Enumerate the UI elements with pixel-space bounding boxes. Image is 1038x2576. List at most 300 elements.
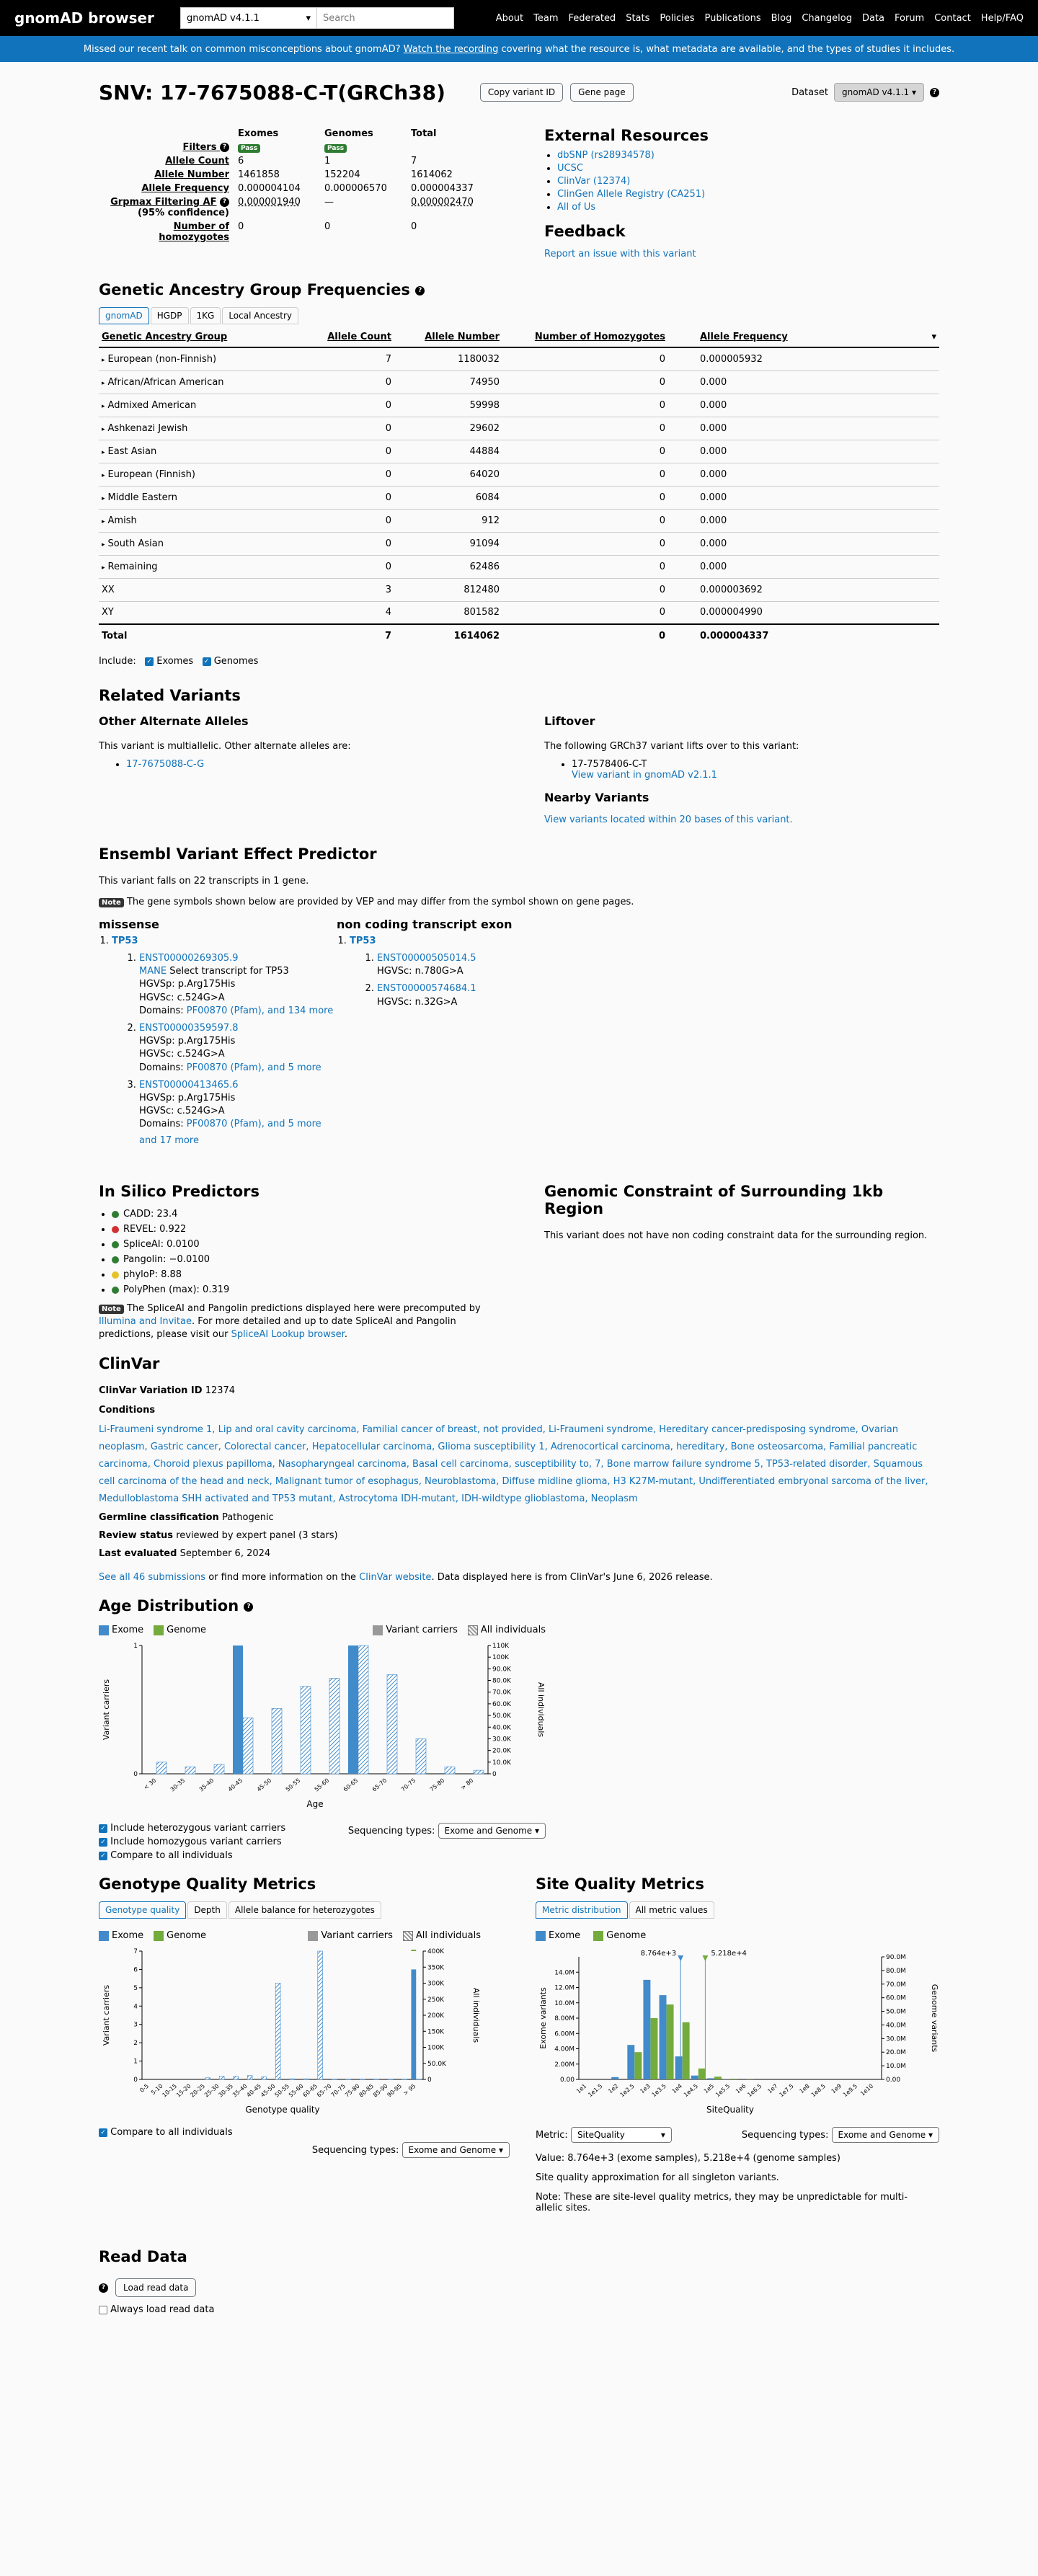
cell[interactable]: 0.000001940 xyxy=(238,197,301,208)
caret-right-icon[interactable]: ▸ xyxy=(102,379,105,387)
bar-all-individuals[interactable] xyxy=(416,1739,426,1775)
y2-tick-label: 150K xyxy=(427,2028,445,2036)
insilico-note-mid: . For more detailed and up to date SpliceAI and Pangolin predictions, please visit our xyxy=(99,1315,456,1340)
hgvsc: HGVSc: n.780G>A xyxy=(377,966,463,977)
cell xyxy=(394,578,502,601)
nav-item-policies[interactable]: Policies xyxy=(660,12,695,24)
y2-tick-label: 30.0K xyxy=(492,1736,511,1744)
legend-all: All individuals xyxy=(480,1625,546,1636)
y2-tick-label: 90.0K xyxy=(492,1666,511,1674)
cell: 0.000004337 xyxy=(411,183,474,194)
filters-label: Filters xyxy=(182,142,217,153)
report-issue-link[interactable]: Report an issue with this variant xyxy=(544,249,696,259)
bar-genome[interactable] xyxy=(667,2004,674,2079)
x-tick-label: 55-60 xyxy=(287,2082,305,2099)
col-exomes: Exomes xyxy=(238,128,279,139)
cell xyxy=(99,532,308,555)
all-individuals-swatch xyxy=(403,1931,413,1941)
cell xyxy=(502,347,683,370)
sq-value: Value: 8.764e+3 (exome samples), 5.218e+4 (genome samples) xyxy=(536,2153,840,2164)
y2-tick-label: 70.0K xyxy=(492,1689,511,1697)
cell xyxy=(99,394,308,417)
related-variants-title: Related Variants xyxy=(99,687,241,704)
cell-value: 0.000 xyxy=(700,399,727,411)
x-tick-label: 35-40 xyxy=(198,1777,216,1793)
cell xyxy=(394,509,502,532)
cell-value: 59998 xyxy=(469,399,500,411)
th-allele-count[interactable]: Allele Count xyxy=(308,327,394,347)
mane-link[interactable]: MANE xyxy=(139,966,167,977)
help-icon[interactable]: ? xyxy=(220,197,229,207)
cell-value: 0 xyxy=(659,468,665,480)
chevron-down-icon: ▾ xyxy=(306,12,311,24)
bar-genome[interactable] xyxy=(714,2077,722,2079)
spliceai-lookup-link[interactable]: SpliceAI Lookup browser xyxy=(231,1328,345,1340)
x-tick-label: 50-55 xyxy=(273,2082,291,2099)
bar-genome[interactable] xyxy=(683,2022,690,2079)
exomes-label: Exomes xyxy=(156,656,194,667)
table-row xyxy=(99,578,939,601)
x-tick-label: 1e8.5 xyxy=(809,2082,827,2099)
table-row[interactable] xyxy=(99,394,939,417)
caret-right-icon[interactable]: ▸ xyxy=(102,564,105,572)
table-row[interactable] xyxy=(99,486,939,509)
nav-item-changelog[interactable]: Changelog xyxy=(802,12,852,24)
predictor-label: Pangolin: −0.0100 xyxy=(123,1254,210,1266)
x-tick-label: 50-55 xyxy=(284,1777,302,1793)
cell-value: 0.000 xyxy=(700,376,727,388)
exome-swatch xyxy=(99,1625,109,1635)
nc-title: non coding transcript exon xyxy=(337,918,513,931)
hgvsc: HGVSc: n.32G>A xyxy=(377,996,458,1008)
gq-tabs xyxy=(99,1901,521,1919)
bar-exome[interactable] xyxy=(707,2078,714,2079)
y-tick-label: 5 xyxy=(133,1984,138,1992)
dataset-select[interactable]: gnomAD v4.1.1 ▾ xyxy=(834,83,924,102)
caret-right-icon[interactable]: ▸ xyxy=(102,494,105,502)
bar-exome[interactable] xyxy=(643,1980,650,2079)
top-navbar xyxy=(0,0,1038,36)
tab-metric-distribution[interactable]: Metric distribution xyxy=(536,1901,628,1919)
tab-1kg[interactable]: 1KG xyxy=(190,307,221,324)
cell-value: 0.000005932 xyxy=(700,353,763,365)
compare-checkbox[interactable]: ✓ xyxy=(99,1852,107,1860)
caret-right-icon[interactable]: ▸ xyxy=(102,356,105,364)
predictor-item xyxy=(112,1269,530,1280)
gq-compare-checkbox[interactable]: ✓ xyxy=(99,2128,107,2137)
transcript-item xyxy=(139,952,337,1018)
legend-genome: Genome xyxy=(167,1930,207,1942)
pass-badge: Pass xyxy=(238,144,260,153)
cell xyxy=(308,440,394,463)
domains-link[interactable]: PF00870 (Pfam), and 5 more xyxy=(186,1119,321,1130)
bar-genome[interactable] xyxy=(634,2052,642,2079)
seq-types-value: Exome and Genome xyxy=(408,2145,497,2156)
external-link[interactable]: All of Us xyxy=(557,202,596,213)
gene-page-button[interactable]: Gene page xyxy=(570,83,633,102)
table-row[interactable] xyxy=(99,417,939,440)
th-group[interactable]: Genetic Ancestry Group xyxy=(99,327,308,347)
bar-all-individuals[interactable] xyxy=(214,1764,224,1774)
transcript-item xyxy=(377,952,513,978)
include-row xyxy=(99,656,939,667)
cell xyxy=(683,417,939,440)
y2-tick-label: 10.0M xyxy=(886,2063,906,2071)
x-tick-label: 40-45 xyxy=(245,2082,263,2099)
nav-item-publications[interactable]: Publications xyxy=(704,12,761,24)
y2-tick-label: 10.0K xyxy=(492,1759,511,1767)
mane-text: Select transcript for TP53 xyxy=(169,966,289,977)
cell-value: 0.000 xyxy=(700,422,727,434)
bar-exome[interactable] xyxy=(660,1995,667,2079)
feedback-title: Feedback xyxy=(544,223,626,240)
nav-item-blog[interactable]: Blog xyxy=(771,12,792,24)
cell: 0.000006570 xyxy=(324,183,387,194)
cell-value: 0.000 xyxy=(700,492,727,503)
bar-all-individuals[interactable] xyxy=(387,1675,397,1775)
y2-tick-label: 80.0K xyxy=(492,1677,511,1685)
list-item xyxy=(557,202,939,213)
bar-all-individuals[interactable] xyxy=(275,1984,280,2080)
x-tick-label: 20-25 xyxy=(189,2082,207,2099)
cell-value: 0 xyxy=(659,492,665,503)
seq-types-label: Sequencing types: xyxy=(741,2129,829,2141)
bar-all-individuals[interactable] xyxy=(262,2077,267,2080)
sq-seq-types-select[interactable]: Exome and Genome ▾ xyxy=(832,2127,939,2143)
table-row[interactable] xyxy=(99,370,939,394)
x-tick-label: 1e7.5 xyxy=(778,2082,795,2099)
dataset-selector xyxy=(791,83,939,102)
bar-all-individuals[interactable] xyxy=(329,1678,340,1774)
x-tick-label: 1e2 xyxy=(607,2082,620,2095)
table-row[interactable] xyxy=(99,463,939,486)
tab-depth[interactable]: Depth xyxy=(187,1901,227,1919)
bar-genome[interactable] xyxy=(698,2069,706,2079)
cell xyxy=(308,601,394,624)
version-select[interactable] xyxy=(180,7,317,29)
sq-title: Site Quality Metrics xyxy=(536,1875,705,1893)
bar-all-individuals[interactable] xyxy=(474,1770,484,1774)
tab-all-metric-values[interactable]: All metric values xyxy=(629,1901,714,1919)
bar-all-individuals[interactable] xyxy=(301,1687,311,1774)
genome-swatch xyxy=(154,1931,164,1941)
th-allele-frequency[interactable] xyxy=(683,327,939,347)
exomes-checkbox[interactable]: ✓ xyxy=(145,657,154,666)
nav-item-about[interactable]: About xyxy=(495,12,524,24)
bar-genome[interactable] xyxy=(650,2018,657,2079)
y-tick-label: 6 xyxy=(133,1966,138,1974)
legend-all: All individuals xyxy=(415,1930,481,1942)
domains-link[interactable]: PF00870 (Pfam), and 134 more xyxy=(186,1005,334,1016)
bar-exome[interactable] xyxy=(675,2056,683,2079)
nav-item-stats[interactable]: Stats xyxy=(626,12,650,24)
transcript-link[interactable]: ENST00000269305.9 xyxy=(139,953,239,964)
help-icon[interactable]: ? xyxy=(99,2283,108,2293)
cell xyxy=(683,394,939,417)
conditions-links[interactable]: Li-Fraumeni syndrome 1, Lip and oral cavity carcinoma, Familial cancer of breast, not provided, Li-Fraumeni syndrome, Hereditary cancer-predisposing syndrome, Ovarian neoplasm, Gastric cancer, Colorectal cancer, Hepatocellular carcinoma, Glioma susceptibility 1, Adrenocortical carcinoma, hereditary, Bone osteosarcoma, Familial pancreatic carcinoma, Choroid plexus papilloma, Nasopharyngeal carcinoma, Basal cell carcinoma, susceptibility to, 7, Bone marrow failure syndrome 5, TP53-related disorder, Squamous cell carcinoma of the head and neck, Malignant tumor of esophagus, Neuroblastoma, Diffuse midline glioma, H3 K27M-mutant, Undifferentiated embryonal sarcoma of the liver, Medulloblastoma SHH activated and TP53 mutant, Astrocytoma IDH-mutant, IDH-wildtype glioblastoma, Neoplasm xyxy=(99,1424,928,1505)
bar-all-individuals[interactable] xyxy=(272,1708,282,1774)
x-tick-label: 1e6 xyxy=(735,2082,748,2095)
always-load-checkbox[interactable] xyxy=(99,2306,107,2314)
x-tick-label: 1e3 xyxy=(639,2082,652,2095)
th-allele-number[interactable]: Allele Number xyxy=(394,327,502,347)
table-row[interactable] xyxy=(99,440,939,463)
cell xyxy=(394,463,502,486)
cell xyxy=(99,370,308,394)
external-link[interactable]: ClinGen Allele Registry (CA251) xyxy=(557,189,706,200)
y2-tick-label: 200K xyxy=(427,2012,445,2020)
cell xyxy=(394,601,502,624)
y-tick-label: 6.00M xyxy=(554,2030,575,2038)
help-icon[interactable]: ? xyxy=(930,88,939,97)
het-label: Include heterozygous variant carriers xyxy=(110,1823,286,1834)
clinvar-text: or find more information on the xyxy=(208,1572,357,1584)
nav-item-contact[interactable]: Contact xyxy=(934,12,971,24)
cell: 1 xyxy=(324,156,331,166)
compare-label: Compare to all individuals xyxy=(110,1850,233,1862)
clinvar-id-label: ClinVar Variation ID xyxy=(99,1385,203,1397)
cell-value: 4 xyxy=(385,607,391,618)
oaa-link[interactable]: 17-7675088-C-G xyxy=(126,759,205,770)
cell xyxy=(308,555,394,578)
status-dot-icon xyxy=(112,1241,119,1248)
caret-right-icon[interactable]: ▸ xyxy=(102,448,105,456)
include-label: Include: xyxy=(99,656,136,667)
table-row[interactable] xyxy=(99,532,939,555)
cell-value: 0 xyxy=(385,399,391,411)
x-tick-label: 5-10 xyxy=(149,2082,164,2097)
x-tick-label: 75-80 xyxy=(343,2082,361,2099)
nav-item-helpfaq[interactable]: Help/FAQ xyxy=(980,12,1024,24)
legend-exome: Exome xyxy=(112,1625,144,1636)
bar-genome[interactable] xyxy=(411,1950,416,1951)
cell xyxy=(99,624,308,647)
legend-exome: Exome xyxy=(549,1930,581,1942)
cell-value: 0 xyxy=(659,584,665,595)
nav-item-team[interactable]: Team xyxy=(533,12,559,24)
gene-link[interactable]: TP53 xyxy=(112,936,138,946)
caret-right-icon[interactable]: ▸ xyxy=(102,471,105,479)
x-tick-label: 0-5 xyxy=(138,2082,151,2095)
cell: 0 xyxy=(238,221,244,232)
cell xyxy=(99,486,308,509)
x-tick-label: 1e4.5 xyxy=(682,2082,700,2099)
y2-tick-label: 100K xyxy=(492,1654,510,1662)
hom-checkbox[interactable]: ✓ xyxy=(99,1838,107,1847)
help-icon[interactable]: ? xyxy=(415,286,425,296)
y2-tick-label: 400K xyxy=(427,1948,445,1956)
th-homozygotes[interactable]: Number of Homozygotes xyxy=(502,327,683,347)
clinvar-id: 12374 xyxy=(205,1385,236,1397)
cell xyxy=(394,370,502,394)
cell xyxy=(394,347,502,370)
external-link[interactable]: UCSC xyxy=(557,163,583,174)
bar-all-individuals[interactable] xyxy=(445,1767,455,1774)
caret-right-icon[interactable]: ▸ xyxy=(102,425,105,433)
caret-right-icon[interactable]: ▸ xyxy=(102,541,105,548)
cell-value: Remaining xyxy=(107,561,158,572)
transcript-link[interactable]: ENST00000359597.8 xyxy=(139,1022,239,1034)
load-read-data-button[interactable]: Load read data xyxy=(115,2278,196,2297)
banner-link[interactable]: Watch the recording xyxy=(403,43,499,55)
more-transcripts-link[interactable]: and 17 more xyxy=(139,1135,199,1147)
y2-tick-label: 0 xyxy=(492,1771,497,1779)
predictor-item xyxy=(112,1284,530,1295)
marker-label: 5.218e+4 xyxy=(711,1950,747,1958)
nav-item-forum[interactable]: Forum xyxy=(895,12,925,24)
tab-genotype-quality[interactable]: Genotype quality xyxy=(99,1901,186,1919)
metric-select[interactable]: SiteQuality ▾ xyxy=(571,2127,672,2143)
genomes-checkbox[interactable]: ✓ xyxy=(203,657,211,666)
caret-right-icon[interactable]: ▸ xyxy=(102,518,105,525)
bar-exome[interactable] xyxy=(691,2076,698,2079)
bar-all-individuals[interactable] xyxy=(243,1718,253,1774)
x-tick-label: 80-85 xyxy=(358,2082,376,2099)
x-tick-label: 75-80 xyxy=(428,1777,446,1793)
bar-all-individuals[interactable] xyxy=(247,2076,252,2079)
table-row[interactable] xyxy=(99,509,939,532)
legend-carriers: Variant carriers xyxy=(386,1625,458,1636)
cell xyxy=(683,463,939,486)
help-icon[interactable]: ? xyxy=(220,143,229,152)
transcript-link[interactable]: ENST00000413465.6 xyxy=(139,1079,239,1091)
y-tick-label: 1 xyxy=(133,1643,138,1651)
x-tick-label: 90-95 xyxy=(386,2082,404,2099)
y-tick-label: 1 xyxy=(133,2058,138,2066)
x-tick-label: 1e4 xyxy=(670,2082,683,2095)
external-link[interactable]: ClinVar (12374) xyxy=(557,176,631,187)
tab-hgdp[interactable]: HGDP xyxy=(151,307,189,324)
tab-gnomad[interactable]: gnomAD xyxy=(99,307,149,324)
table-row[interactable] xyxy=(99,347,939,370)
gq-title: Genotype Quality Metrics xyxy=(99,1875,316,1893)
predictor-item xyxy=(112,1254,530,1265)
domains-label: Domains: xyxy=(139,1005,184,1016)
cell xyxy=(502,624,683,647)
x-tick-label: 10-15 xyxy=(161,2082,179,2099)
nav-item-federated[interactable]: Federated xyxy=(568,12,616,24)
x-tick-label: 1e7 xyxy=(766,2082,779,2095)
bar-all-individuals[interactable] xyxy=(318,1951,323,2079)
cell xyxy=(394,440,502,463)
hgvsc: HGVSc: c.524G>A xyxy=(139,1049,225,1060)
bar-exome[interactable] xyxy=(611,2077,618,2079)
cell: 0.000004104 xyxy=(238,183,301,194)
x-tick-label: 1e9.5 xyxy=(841,2082,859,2099)
cell xyxy=(308,463,394,486)
exome-swatch xyxy=(99,1931,109,1941)
transcript-link[interactable]: ENST00000574684.1 xyxy=(377,983,476,995)
cell xyxy=(502,440,683,463)
x-tick-label: 1e5 xyxy=(702,2082,716,2095)
y-tick-label: 3 xyxy=(133,2021,138,2029)
cell-value: 0 xyxy=(385,538,391,549)
y-tick-label: 7 xyxy=(133,1948,138,1956)
vep-intro: This variant falls on 22 transcripts in 1 gene. xyxy=(99,876,309,887)
x-tick-label: 70-75 xyxy=(399,1777,417,1793)
tab-local-ancestry[interactable]: Local Ancestry xyxy=(222,307,298,324)
x-axis-label: Genotype quality xyxy=(245,2105,320,2115)
x-tick-label: 1e9 xyxy=(830,2082,843,2095)
x-tick-label: 65-70 xyxy=(371,1777,389,1793)
y2-axis-label: All individuals xyxy=(471,1987,481,2043)
seq-types-select[interactable]: Exome and Genome ▾ xyxy=(438,1823,546,1839)
row-label: Allele Count xyxy=(165,156,229,166)
cell-value: 44884 xyxy=(469,445,500,457)
copy-variant-id-button[interactable]: Copy variant ID xyxy=(480,83,563,102)
legend-carriers: Variant carriers xyxy=(321,1930,393,1942)
liftover-link[interactable]: View variant in gnomAD v2.1.1 xyxy=(572,770,717,781)
caret-right-icon[interactable]: ▸ xyxy=(102,402,105,410)
transcript-item xyxy=(377,982,513,1008)
domains-label: Domains: xyxy=(139,1119,184,1130)
bar-exome[interactable] xyxy=(627,2045,634,2079)
cell-value: 0 xyxy=(659,376,665,388)
bar-exome[interactable] xyxy=(233,1645,243,1774)
y-tick-label: 0.00 xyxy=(559,2077,575,2084)
conditions-list xyxy=(99,1421,939,1508)
cell xyxy=(502,417,683,440)
status-dot-icon xyxy=(112,1211,119,1218)
bar-all-individuals[interactable] xyxy=(205,2078,210,2079)
y-tick-label: 2.00M xyxy=(554,2061,575,2069)
page-title: SNV: 17-7675088-C-T(GRCh38) xyxy=(99,80,445,105)
cell-value: 0 xyxy=(385,492,391,503)
illumina-link[interactable]: Illumina and Invitae xyxy=(99,1315,192,1327)
x-tick-label: 85-90 xyxy=(371,2082,389,2099)
all-individuals-swatch xyxy=(468,1625,478,1635)
see-all-submissions-link[interactable]: See all 46 submissions xyxy=(99,1572,206,1584)
bar-all-individuals[interactable] xyxy=(219,2077,224,2079)
cell-value: 801582 xyxy=(463,607,500,618)
cell-value: 0.000003692 xyxy=(700,584,763,595)
tab-allele-balance-for-heterozygotes[interactable]: Allele balance for heterozygotes xyxy=(229,1901,381,1919)
seq-types-label: Sequencing types: xyxy=(347,1826,435,1837)
nav-item-data[interactable]: Data xyxy=(861,12,884,24)
domains-link[interactable]: PF00870 (Pfam), and 5 more xyxy=(186,1062,321,1073)
bar-exome[interactable] xyxy=(411,1970,416,2080)
cell[interactable]: 0.000002470 xyxy=(411,197,474,208)
bar-all-individuals[interactable] xyxy=(156,1762,167,1774)
y2-tick-label: 60.0K xyxy=(492,1700,511,1708)
cell: 1614062 xyxy=(411,169,453,180)
help-icon[interactable]: ? xyxy=(244,1602,253,1612)
note-badge: Note xyxy=(99,1305,124,1314)
logo[interactable]: gnomAD browser xyxy=(14,9,154,27)
search-input[interactable]: Search xyxy=(317,7,454,29)
cell xyxy=(308,394,394,417)
cell: 152204 xyxy=(324,169,360,180)
bar-all-individuals[interactable] xyxy=(358,1645,368,1774)
nearby-link[interactable]: View variants located within 20 bases of this variant. xyxy=(544,814,793,825)
het-checkbox[interactable]: ✓ xyxy=(99,1824,107,1833)
bar-exome[interactable] xyxy=(348,1645,358,1774)
x-tick-label: 45-50 xyxy=(255,1777,273,1793)
bar-all-individuals[interactable] xyxy=(185,1767,195,1774)
gq-seq-types-select[interactable]: Exome and Genome ▾ xyxy=(402,2142,510,2158)
clinvar-website-link[interactable]: ClinVar website xyxy=(359,1572,432,1584)
bar-all-individuals[interactable] xyxy=(234,2077,239,2079)
gene-link[interactable]: TP53 xyxy=(350,936,376,946)
hgvsp: HGVSp: p.Arg175His xyxy=(139,979,236,990)
sq-desc: Site quality approximation for all singleton variants. xyxy=(536,2172,779,2184)
y-tick-label: 0 xyxy=(133,2077,138,2084)
external-link[interactable]: dbSNP (rs28934578) xyxy=(557,150,655,161)
cell-value: 0.000 xyxy=(700,445,727,457)
y2-tick-label: 0.00 xyxy=(886,2077,901,2084)
transcript-link[interactable]: ENST00000505014.5 xyxy=(377,953,476,964)
table-row[interactable] xyxy=(99,555,939,578)
